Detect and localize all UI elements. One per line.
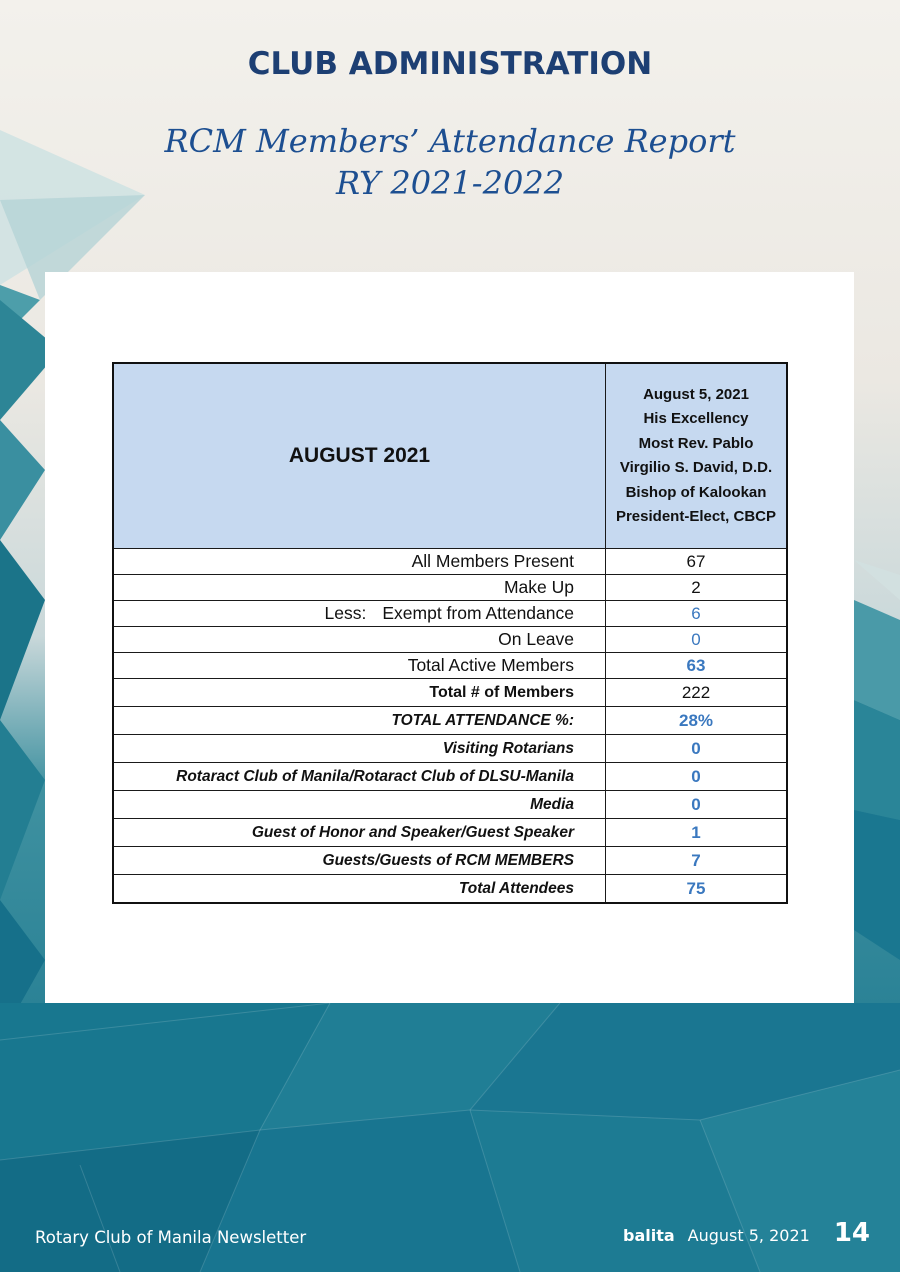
row-value-guest-of-honor: 1 bbox=[606, 819, 788, 847]
row-value-all-members-present: 67 bbox=[606, 549, 788, 575]
table-row bbox=[113, 847, 787, 875]
row-label-exempt bbox=[113, 601, 606, 627]
table-row bbox=[113, 627, 787, 653]
row-value-make-up: 2 bbox=[606, 575, 788, 601]
row-value-total-members: 222 bbox=[606, 679, 788, 707]
row-value-rotaract: 0 bbox=[606, 763, 788, 791]
attendance-table bbox=[112, 362, 788, 904]
row-label-rotaract: Rotaract Club of Manila/Rotaract Club of DLSU-Manila bbox=[113, 763, 606, 791]
row-value-media: 0 bbox=[606, 791, 788, 819]
row-label-on-leave: On Leave bbox=[113, 627, 606, 653]
footer-newsletter-name: Rotary Club of Manila Newsletter bbox=[35, 1228, 307, 1247]
row-value-total-attendees: 75 bbox=[606, 875, 788, 904]
table-row bbox=[113, 875, 787, 904]
table-row bbox=[113, 707, 787, 735]
row-label-total-members: Total # of Members bbox=[113, 679, 606, 707]
table-row bbox=[113, 549, 787, 575]
exempt-label-text: Exempt from Attendance bbox=[382, 603, 574, 623]
table-row bbox=[113, 601, 787, 627]
page-number: 14 bbox=[833, 1218, 870, 1248]
table-row bbox=[113, 819, 787, 847]
attendance-report-card bbox=[45, 272, 854, 1003]
footer-issue-info bbox=[623, 1218, 870, 1248]
row-label-total-active-members: Total Active Members bbox=[113, 653, 606, 679]
row-value-on-leave: 0 bbox=[606, 627, 788, 653]
row-value-total-attendance-pct: 28% bbox=[606, 707, 788, 735]
meeting-speaker-line-5: President-Elect, CBCP bbox=[615, 508, 777, 525]
row-value-guests: 7 bbox=[606, 847, 788, 875]
row-label-total-attendees: Total Attendees bbox=[113, 875, 606, 904]
table-row bbox=[113, 763, 787, 791]
row-label-all-members-present: All Members Present bbox=[113, 549, 606, 575]
table-row bbox=[113, 679, 787, 707]
meeting-speaker-line-3: Virgilio S. David, D.D. bbox=[619, 459, 773, 476]
table-row bbox=[113, 735, 787, 763]
section-title: CLUB ADMINISTRATION bbox=[247, 46, 653, 82]
report-title bbox=[0, 120, 900, 204]
footer-brand: balita bbox=[622, 1226, 675, 1245]
row-value-visiting-rotarians: 0 bbox=[606, 735, 788, 763]
meeting-speaker-line-1: His Excellency bbox=[643, 410, 749, 427]
row-label-guest-of-honor: Guest of Honor and Speaker/Guest Speaker bbox=[113, 819, 606, 847]
table-header-row bbox=[113, 363, 787, 549]
table-row bbox=[113, 653, 787, 679]
row-value-total-active-members: 63 bbox=[606, 653, 788, 679]
meeting-speaker-line-4: Bishop of Kalookan bbox=[625, 483, 767, 501]
row-label-media: Media bbox=[113, 791, 606, 819]
less-prefix: Less: bbox=[324, 603, 367, 623]
report-title-line-2: RY 2021-2022 bbox=[335, 164, 565, 202]
meeting-date: August 5, 2021 bbox=[643, 385, 749, 403]
row-label-make-up: Make Up bbox=[113, 575, 606, 601]
row-label-guests: Guests/Guests of RCM MEMBERS bbox=[113, 847, 606, 875]
table-row bbox=[113, 575, 787, 601]
table-row bbox=[113, 791, 787, 819]
row-value-exempt: 6 bbox=[606, 601, 788, 627]
row-label-visiting-rotarians: Visiting Rotarians bbox=[113, 735, 606, 763]
meeting-header-cell bbox=[606, 363, 788, 549]
meeting-speaker-line-2: Most Rev. Pablo bbox=[638, 434, 754, 452]
month-header-cell: AUGUST 2021 bbox=[113, 363, 606, 549]
report-title-line-1: RCM Members’ Attendance Report bbox=[164, 122, 736, 160]
row-label-total-attendance-pct: TOTAL ATTENDANCE %: bbox=[113, 707, 606, 735]
footer-date: August 5, 2021 bbox=[687, 1226, 810, 1245]
